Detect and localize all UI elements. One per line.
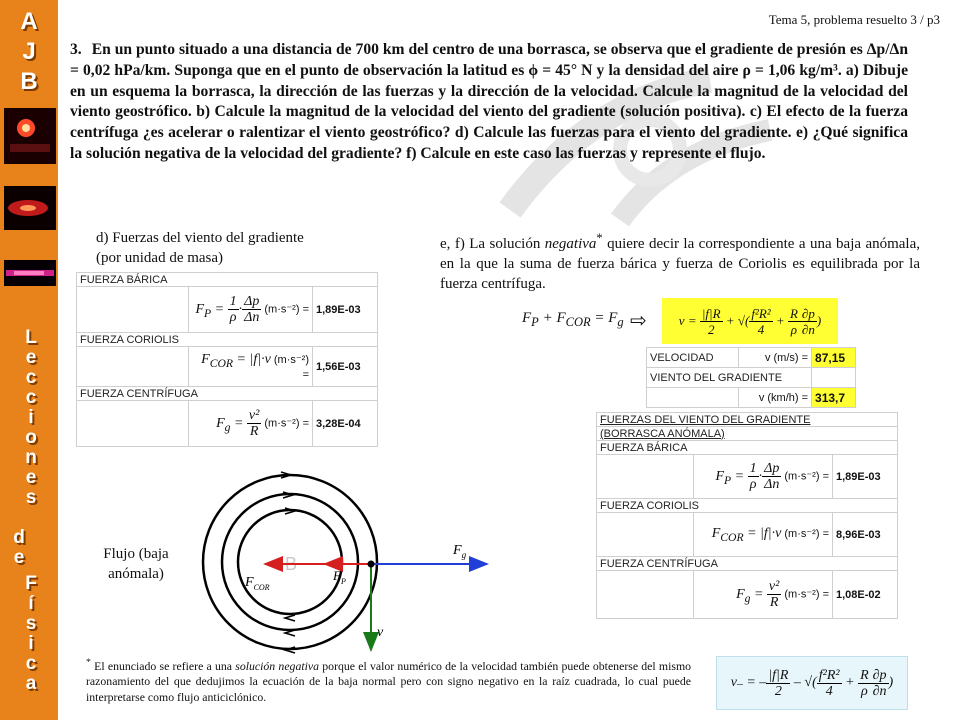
- sidebar-title-letter: d: [13, 527, 25, 548]
- force-label: FUERZA BÁRICA: [77, 273, 378, 287]
- section-d-title: [96, 228, 304, 268]
- section-d-title-line2: (por unidad de masa): [96, 250, 224, 266]
- footnote-italic: solución negativa: [235, 658, 320, 673]
- baric-force-formula: $F_P$ = $\frac{1}{\rho}$ · $\frac{\Delta p}{\Delta n}$: [195, 294, 260, 325]
- force-value: 3,28E-04: [313, 401, 378, 447]
- units-label: (m·s⁻²) =: [273, 353, 309, 382]
- force-label: FUERZA BÁRICA: [597, 441, 898, 455]
- sidebar-title-letter: o: [25, 427, 37, 448]
- force-label: FUERZA CENTRÍFUGA: [77, 387, 378, 401]
- force-value: 8,96E-03: [833, 513, 898, 557]
- section-e-rest: quiere decir la correspondiente a una baja anómala, en la que la suma de fuerza bárica y fuerza de Coriolis es equilibrada por la fuerza centrífuga.: [440, 236, 921, 292]
- problem-statement: [70, 40, 908, 165]
- logo-letter: A: [20, 8, 38, 35]
- sidebar-title-letter: a: [25, 673, 37, 694]
- units-label: (m·s⁻²) =: [784, 470, 829, 483]
- fg-label: $F_g$: [453, 543, 467, 560]
- sidebar-title-letter: e: [25, 347, 37, 368]
- coriolis-force-formula: $F_{COR} = |f|\cdot v$: [711, 525, 782, 544]
- problem-number: 3.: [70, 41, 82, 58]
- implies-arrow: ⇨: [630, 310, 647, 332]
- sidebar-title-letter: i: [28, 407, 34, 428]
- table-title: FUERZAS DEL VIENTO DEL GRADIENTE: [597, 413, 898, 427]
- velocity-label: VELOCIDAD: [647, 348, 739, 368]
- footnote: [86, 655, 691, 705]
- footnote-text1: El enunciado se refiere a una: [94, 658, 233, 673]
- sidebar-title-letter: e: [13, 547, 25, 568]
- sidebar-title-letter: s: [25, 487, 37, 508]
- sidebar-title-letter: n: [25, 447, 37, 468]
- forces-table-f: [596, 412, 898, 619]
- sidebar-title-letter: s: [25, 613, 37, 634]
- velocity-table: [646, 347, 856, 408]
- units-label: (m·s⁻²) =: [784, 588, 829, 601]
- sidebar-title-letter: c: [25, 387, 37, 408]
- balance-equation: $F_P + F_{COR} = F_g$: [522, 310, 624, 329]
- v-ms-label: v (m/s) =: [738, 348, 811, 368]
- section-e-intro: e, f) La solución: [440, 236, 541, 252]
- force-value: 1,08E-02: [833, 571, 898, 619]
- v-label: v: [377, 625, 384, 640]
- force-value: 1,56E-03: [313, 347, 378, 387]
- fp-label: $F_P$: [333, 568, 346, 586]
- v-ms-value: 87,15: [812, 348, 856, 368]
- sidebar-title-letter: i: [28, 633, 34, 654]
- v-kmh-value: 313,7: [812, 388, 856, 408]
- force-value: 1,89E-03: [313, 287, 378, 333]
- diagram-caption-line2: anómala): [108, 566, 164, 582]
- units-label: (m·s⁻²) =: [264, 303, 309, 316]
- diagram-caption: [86, 544, 186, 584]
- units-label: (m·s⁻²) =: [784, 527, 829, 540]
- units-label: (m·s⁻²) =: [264, 417, 309, 430]
- sidebar-title-letter: í: [28, 593, 34, 614]
- sidebar-photo-glow: [4, 186, 56, 230]
- v-kmh-label: v (km/h) =: [738, 388, 811, 408]
- diagram-caption-line1: Flujo (baja: [103, 546, 169, 562]
- logo-letter: B: [20, 68, 38, 95]
- anomalous-low-flow-diagram: [195, 470, 495, 655]
- sidebar-title-letter: c: [25, 653, 37, 674]
- velocity-solution-formula: v = $\frac{|f|R}{2}$ + √( $\frac{\text{f²R²}}{4}$ + $\frac{R}{\rho}$ $\frac{\partial p}{\partial n}$ ): [662, 298, 838, 344]
- coriolis-force-formula: $F_{COR} = |f|\cdot v$: [201, 351, 271, 370]
- centrifugal-force-formula: $F_g$ = $\frac{\text{v²}}{R}$: [216, 408, 260, 439]
- force-label: FUERZA CENTRÍFUGA: [597, 557, 898, 571]
- flow-arrow-icon: [285, 615, 295, 621]
- sidebar-title-letter: L: [25, 327, 37, 348]
- low-center-label: B: [285, 554, 298, 574]
- section-d-title-line1: d) Fuerzas del viento del gradiente: [96, 230, 304, 246]
- force-value: 1,89E-03: [833, 455, 898, 499]
- sidebar-title-letter: F: [25, 573, 37, 594]
- problem-text: En un punto situado a una distancia de 700 km del centro de una borrasca, se observa que el gradiente de presión es Δp/Δn = 0,02 hPa/km. Suponga que en el punto de observación la latitud es ϕ = 45° N y la densidad del aire ρ = 1,06 kg/m³. a) Dibuje en un esquema la borrasca, la dirección de las fuerzas y la dirección de la velocidad. Calcule la magnitud de la velocidad del viento geostrófico. b) Calcule la magnitud de la velocidad del viento del gradiente (solución positiva). c) El efecto de la fuerza centrífuga ¿es acelerar o ralentizar el viento geostrófico? d) Calcule las fuerzas para el viento del gradiente. e) ¿Qué significa la solución negativa de la velocidad del gradiente? f) Calcule en este caso las fuerzas y represente el flujo.: [70, 41, 908, 162]
- baric-force-formula: $F_P$ = $\frac{1}{\rho}$ · $\frac{\Delta p}{\Delta n}$: [715, 461, 780, 492]
- observation-point: [368, 561, 375, 568]
- sidebar-photo-spectrum: [4, 260, 56, 286]
- forces-table-d: [76, 272, 378, 447]
- sidebar-title-letter: e: [25, 467, 37, 488]
- gradient-label: VIENTO DEL GRADIENTE: [647, 368, 812, 388]
- sidebar-title-letter: c: [25, 367, 37, 388]
- force-label: FUERZA CORIOLIS: [597, 499, 898, 513]
- footnote-marker: *: [86, 657, 91, 668]
- footnote-marker: *: [596, 231, 603, 245]
- negative-velocity-formula: v – = – $\frac{|f|R}{2}$ – √( $\frac{\text{f²R²}}{4}$ + $\frac{R}{\rho}$ $\frac{\partial p}{\partial n}$ ): [716, 656, 908, 710]
- page-reference: Tema 5, problema resuelto 3 / p3: [768, 12, 940, 27]
- centrifugal-force-formula: $F_g$ = $\frac{\text{v²}}{R}$: [736, 579, 780, 610]
- force-label: FUERZA CORIOLIS: [77, 333, 378, 347]
- fcor-label: $F_{COR}$: [245, 575, 270, 592]
- section-e-paragraph: [440, 228, 920, 294]
- sidebar-photo-lamp: [4, 108, 56, 164]
- footnote-text2: porque el valor numérico de la velocidad también puede obtenerse del mismo razonamiento del que dedujimos la ecuación de la baja normal pero con signo negativo en la raíz cuadrada, lo cual puede interpretarse como flujo anticiclónico.: [86, 658, 692, 704]
- logo-letter: J: [22, 38, 36, 65]
- section-e-italic: negativa: [544, 236, 597, 252]
- sidebar: [0, 0, 58, 720]
- table-subtitle: (BORRASCA ANÓMALA): [597, 427, 898, 441]
